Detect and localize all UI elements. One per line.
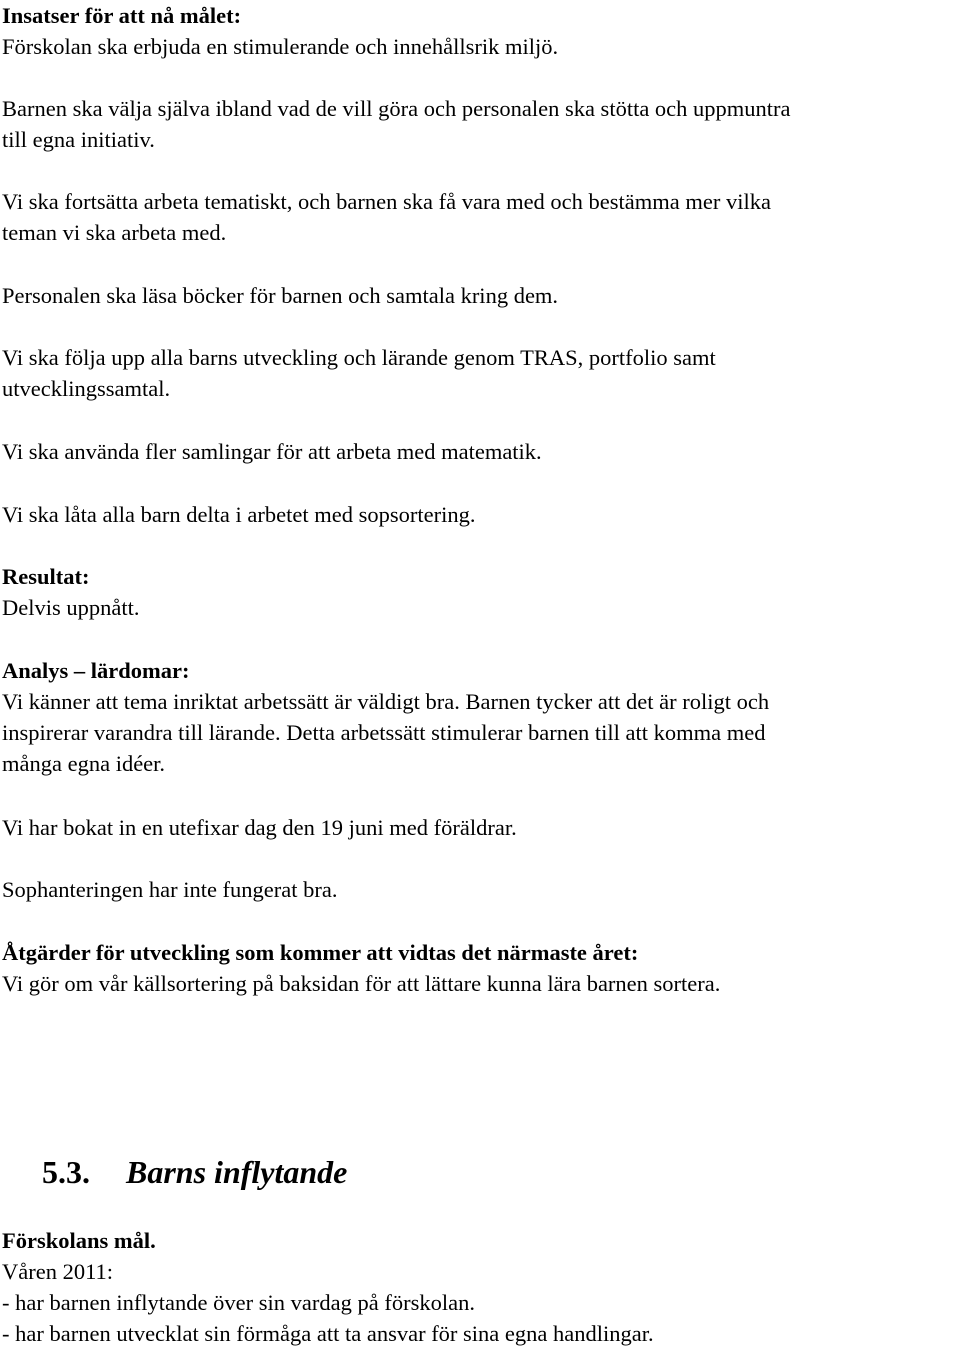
result-text: Delvis uppnått.: [2, 595, 140, 620]
analysis-heading: Analys – lärdomar:: [2, 658, 190, 683]
result-heading: Resultat:: [2, 564, 90, 589]
efforts-line: Vi ska använda fler samlingar för att arbeta med matematik.: [2, 439, 542, 464]
efforts-line: Förskolan ska erbjuda en stimulerande och innehållsrik miljö.: [2, 34, 559, 59]
analysis-line: Vi känner att tema inriktat arbetssätt är väldigt bra. Barnen tycker att det är roligt och: [2, 689, 770, 714]
efforts-line: Personalen ska läsa böcker för barnen och samtala kring dem.: [2, 283, 559, 308]
efforts-line: teman vi ska arbeta med.: [2, 220, 227, 245]
actions-heading: Åtgärder för utveckling som kommer att vidtas det närmaste året:: [2, 940, 639, 965]
analysis-line: många egna idéer.: [2, 751, 166, 776]
goals-period: Våren 2011:: [2, 1259, 114, 1284]
section-title: Barns inflytande: [126, 1154, 348, 1190]
efforts-line: till egna initiativ.: [2, 127, 155, 152]
efforts-heading: Insatser för att nå målet:: [2, 3, 242, 28]
efforts-line: Barnen ska välja själva ibland vad de vill göra och personalen ska stötta och uppmuntra: [2, 96, 791, 121]
section-number: 5.3.: [42, 1154, 90, 1190]
efforts-line: utvecklingssamtal.: [2, 376, 171, 401]
goals-heading: Förskolans mål.: [2, 1228, 156, 1253]
actions-text: Vi gör om vår källsortering på baksidan för att lättare kunna lära barnen sortera.: [2, 971, 721, 996]
efforts-line: Vi ska följa upp alla barns utveckling och lärande genom TRAS, portfolio samt: [2, 345, 716, 370]
efforts-line: Vi ska fortsätta arbeta tematiskt, och barnen ska få vara med och bestämma mer vilka: [2, 189, 771, 214]
goals-item: - har barnen inflytande över sin vardag på förskolan.: [2, 1290, 475, 1315]
goals-item: - har barnen utvecklat sin förmåga att ta ansvar för sina egna handlingar.: [2, 1321, 654, 1346]
section-heading: [42, 1150, 347, 1194]
analysis-line: Vi har bokat in en utefixar dag den 19 juni med föräldrar.: [2, 815, 517, 840]
analysis-line: Sophanteringen har inte fungerat bra.: [2, 877, 338, 902]
analysis-line: inspirerar varandra till lärande. Detta arbetssätt stimulerar barnen till att komma med: [2, 720, 766, 745]
efforts-line: Vi ska låta alla barn delta i arbetet med sopsortering.: [2, 502, 476, 527]
